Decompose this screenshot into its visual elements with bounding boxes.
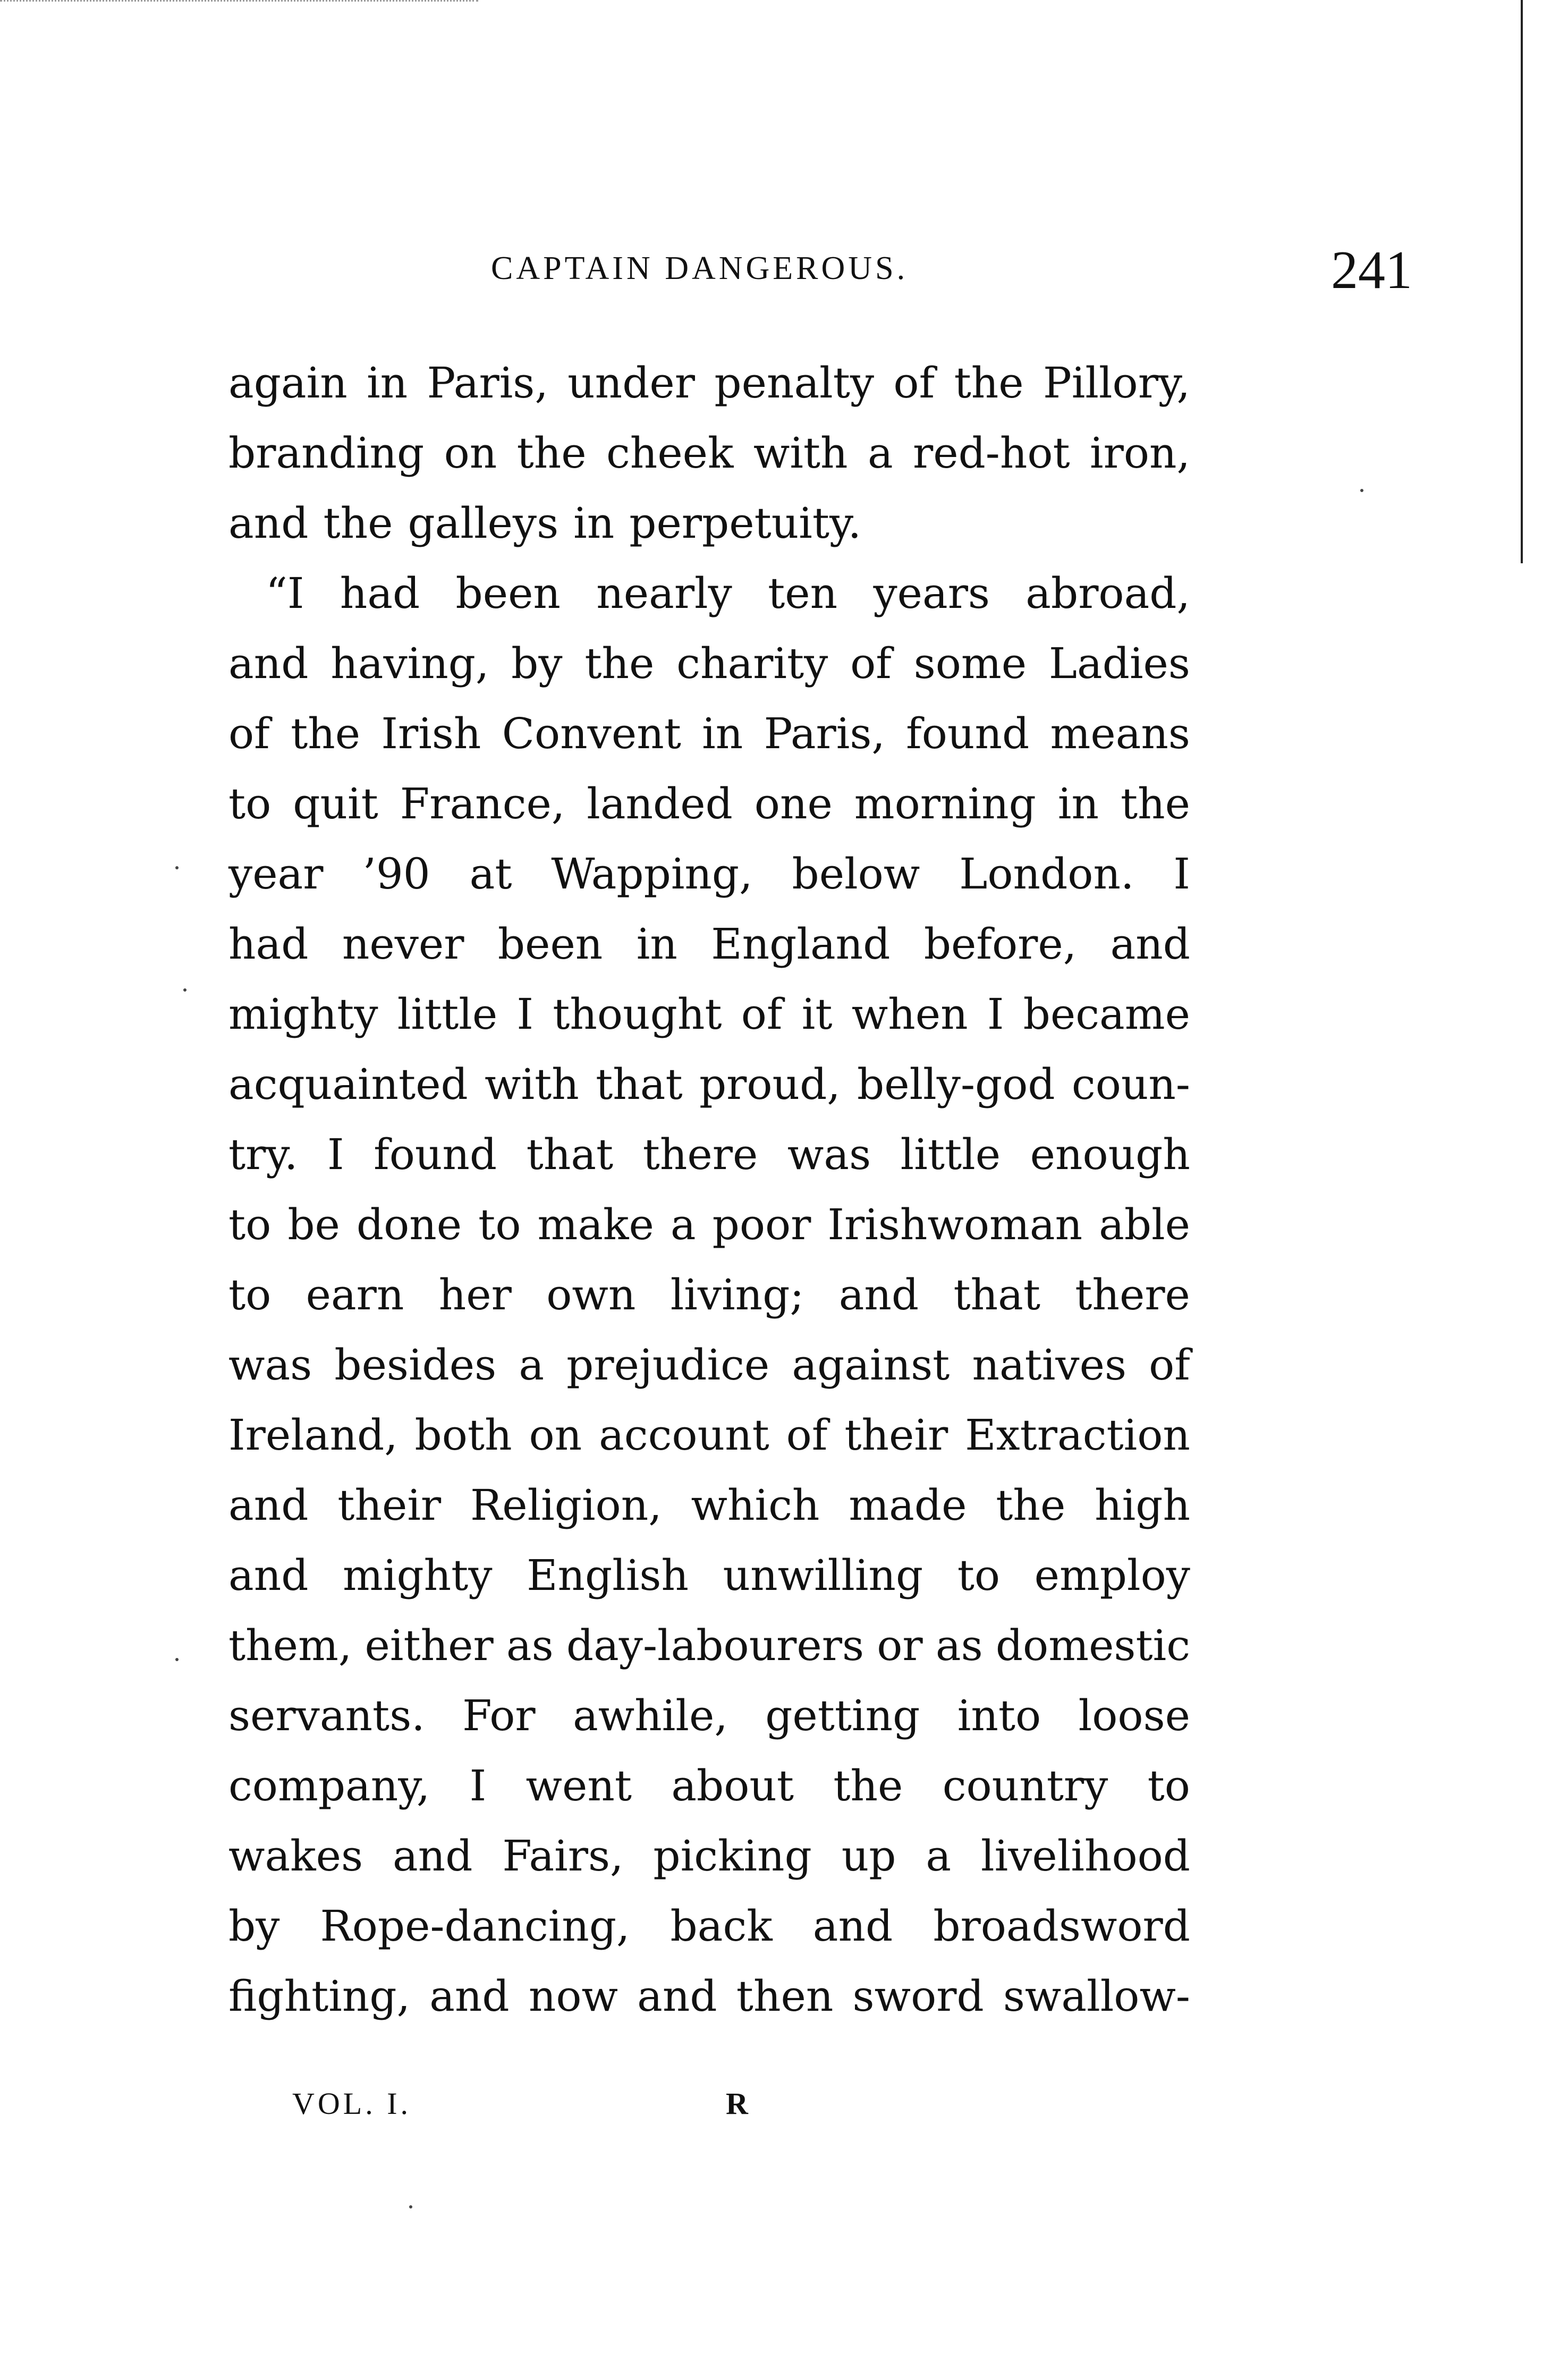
text-line: and having, by the charity of some Ladies	[228, 639, 1190, 688]
text-line: and the galleys in perpetuity.	[228, 498, 861, 548]
text-line: to be done to make a poor Irishwoman able	[228, 1200, 1190, 1249]
text-line: and mighty English unwilling to employ	[228, 1551, 1190, 1600]
scan-speck	[175, 1658, 179, 1661]
text-line: branding on the cheek with a red-hot iron,	[228, 428, 1190, 478]
text-line: by Rope-dancing, back and broadsword	[228, 1901, 1190, 1951]
scan-speck	[1360, 489, 1363, 492]
text-line: them, either as day-labourers or as domestic	[228, 1621, 1190, 1670]
text-line: acquainted with that proud, belly-god coun-	[228, 1060, 1190, 1109]
text-line: wakes and Fairs, picking up a livelihood	[228, 1831, 1190, 1881]
text-line: fighting, and now and then sword swallow-	[228, 1971, 1190, 2021]
text-line: year ’90 at Wapping, below London. I	[228, 849, 1190, 899]
text-line: and their Religion, which made the high	[228, 1480, 1190, 1530]
text-line: was besides a prejudice against natives of	[228, 1340, 1190, 1390]
body-text	[228, 348, 1190, 2032]
scan-speck	[409, 2205, 412, 2208]
signature-mark: R	[726, 2086, 748, 2121]
page-number: 241	[1331, 240, 1412, 300]
text-line: mighty little I thought of it when I became	[228, 989, 1190, 1039]
text-line: “I had been nearly ten years abroad,	[266, 569, 1190, 618]
scan-artifact	[0, 0, 478, 12]
text-line: to earn her own living; and that there	[228, 1270, 1190, 1319]
text-line: try. I found that there was little enough	[228, 1130, 1190, 1179]
text-line: servants. For awhile, getting into loose	[228, 1691, 1190, 1740]
volume-signature: VOL. I.	[292, 2086, 412, 2121]
text-line: company, I went about the country to	[228, 1761, 1190, 1810]
text-line: of the Irish Convent in Paris, found means	[228, 709, 1190, 758]
scan-speck	[183, 988, 187, 992]
text-line: Ireland, both on account of their Extraction	[228, 1410, 1190, 1460]
scan-speck	[175, 866, 179, 869]
page-edge-rule	[1521, 0, 1523, 563]
text-line: again in Paris, under penalty of the Pillory,	[228, 358, 1190, 408]
text-line: had never been in England before, and	[228, 919, 1190, 969]
text-line: to quit France, landed one morning in the	[228, 779, 1190, 828]
running-title: CAPTAIN DANGEROUS.	[491, 250, 909, 286]
